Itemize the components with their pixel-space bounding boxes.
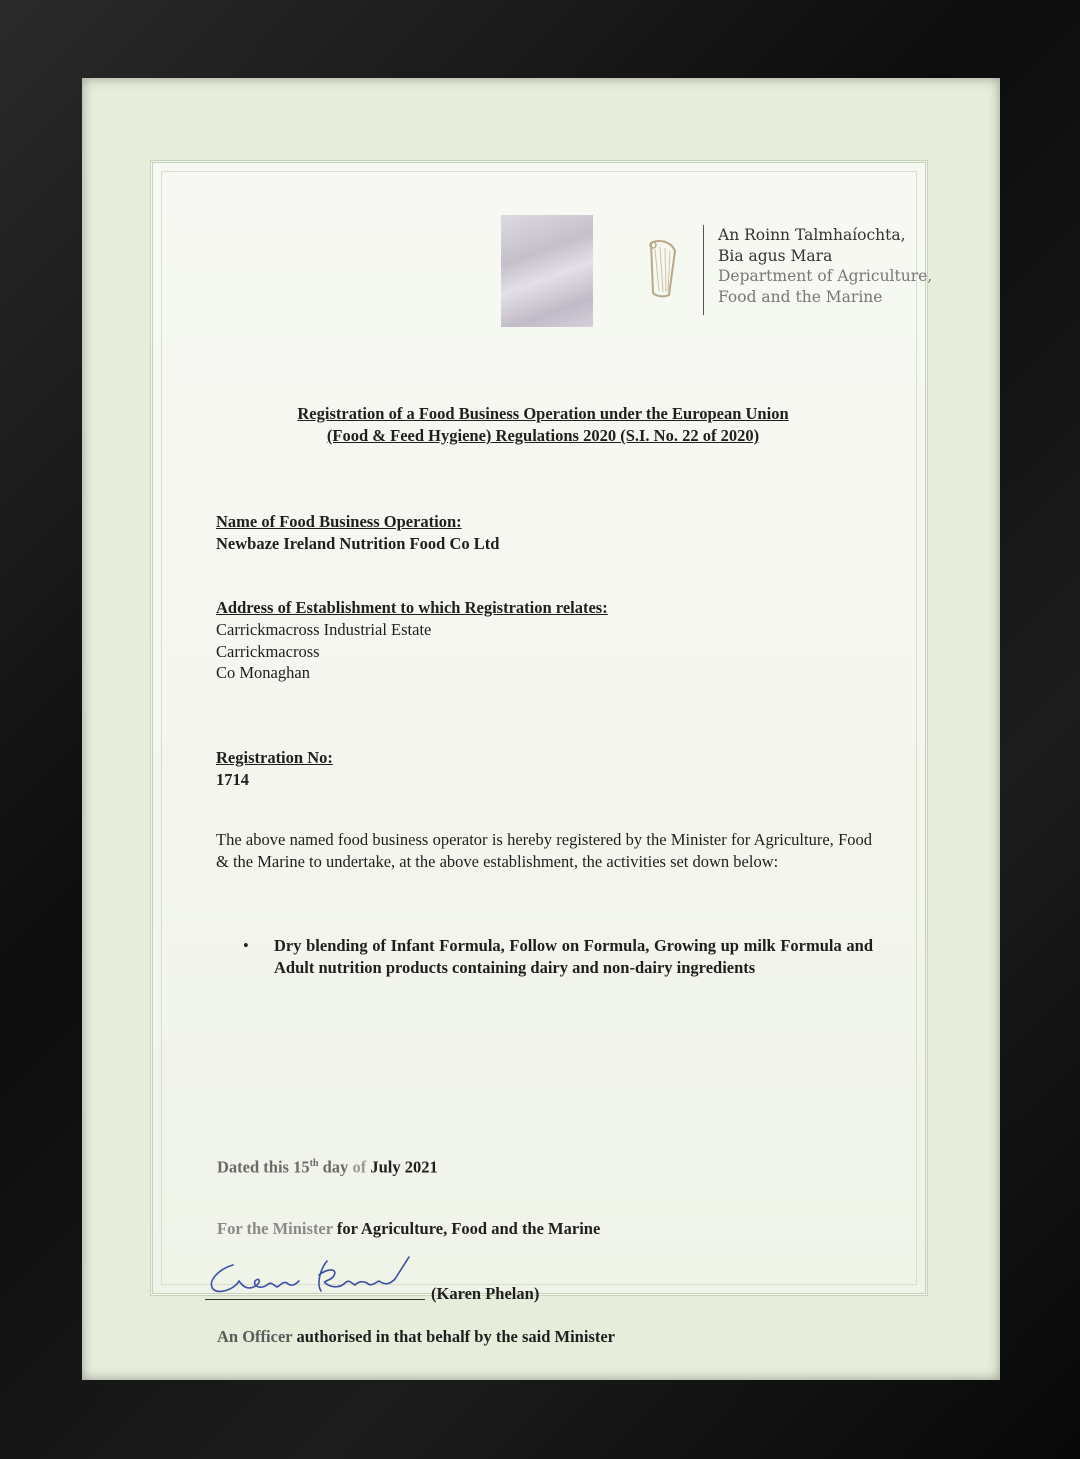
address-value — [216, 619, 431, 684]
certificate-paper — [150, 160, 933, 1346]
signer-name: (Karen Phelan) — [431, 1284, 540, 1303]
bullet-icon: • — [243, 936, 249, 955]
address-line3: Co Monaghan — [216, 663, 310, 682]
date-line — [217, 1153, 438, 1179]
address-line1: Carrickmacross Industrial Estate — [216, 620, 432, 639]
registration-label: Registration No: — [216, 748, 333, 767]
department-name — [718, 225, 932, 307]
date-day-word: day — [318, 1157, 353, 1177]
frame-mat — [82, 78, 1000, 1380]
date-of-word: of — [352, 1157, 367, 1177]
activity-text: Dry blending of Infant Formula, Follow on Formula, Growing up milk Formula and Adult nutrition products containing dairy and non-dairy ingredients — [274, 936, 873, 977]
harp-emblem-icon — [645, 237, 679, 301]
minister-line — [217, 1218, 600, 1240]
registration-number: 1714 — [216, 770, 249, 789]
minister-line-faded: For the Minister — [217, 1219, 333, 1238]
title-line1: Registration of a Food Business Operation under the European Union — [297, 404, 789, 423]
registration-statement: The above named food business operator is hereby registered by the Minister for Agriculture, Food & the Marine to undertake, at the above establishment, the activities set down below: — [216, 830, 872, 871]
address-line2: Carrickmacross — [216, 641, 320, 661]
certificate-document — [153, 163, 933, 1346]
title-line2: (Food & Feed Hygiene) Regulations 2020 (S.I. No. 22 of 2020) — [326, 426, 760, 445]
header-divider — [703, 225, 704, 315]
officer-line-part2: authorised in that behalf by the said Minister — [296, 1327, 616, 1346]
business-name-value: Newbaze Ireland Nutrition Food Co Ltd — [216, 534, 500, 553]
department-english-line1: Department of Agriculture, — [718, 267, 933, 285]
business-name-label: Name of Food Business Operation: — [216, 512, 462, 531]
department-irish-line1: An Roinn Talmhaíochta, — [718, 226, 906, 244]
address-label: Address of Establishment to which Registration relates: — [216, 598, 608, 617]
date-ordinal: th — [309, 1158, 319, 1169]
officer-line — [217, 1326, 615, 1348]
officer-line-part1: An Officer — [217, 1327, 297, 1346]
department-english-line2: Food and the Marine — [718, 287, 883, 306]
department-irish-line2: Bia agus Mara — [718, 246, 833, 265]
date-month-year: July 2021 — [366, 1157, 438, 1177]
hologram-seal-icon — [501, 215, 593, 327]
signature-line — [205, 1299, 425, 1300]
signature-icon — [199, 1251, 429, 1305]
document-title — [213, 403, 873, 447]
date-prefix: Dated this 15 — [217, 1157, 310, 1177]
minister-line-rest: for Agriculture, Food and the Marine — [332, 1219, 601, 1238]
